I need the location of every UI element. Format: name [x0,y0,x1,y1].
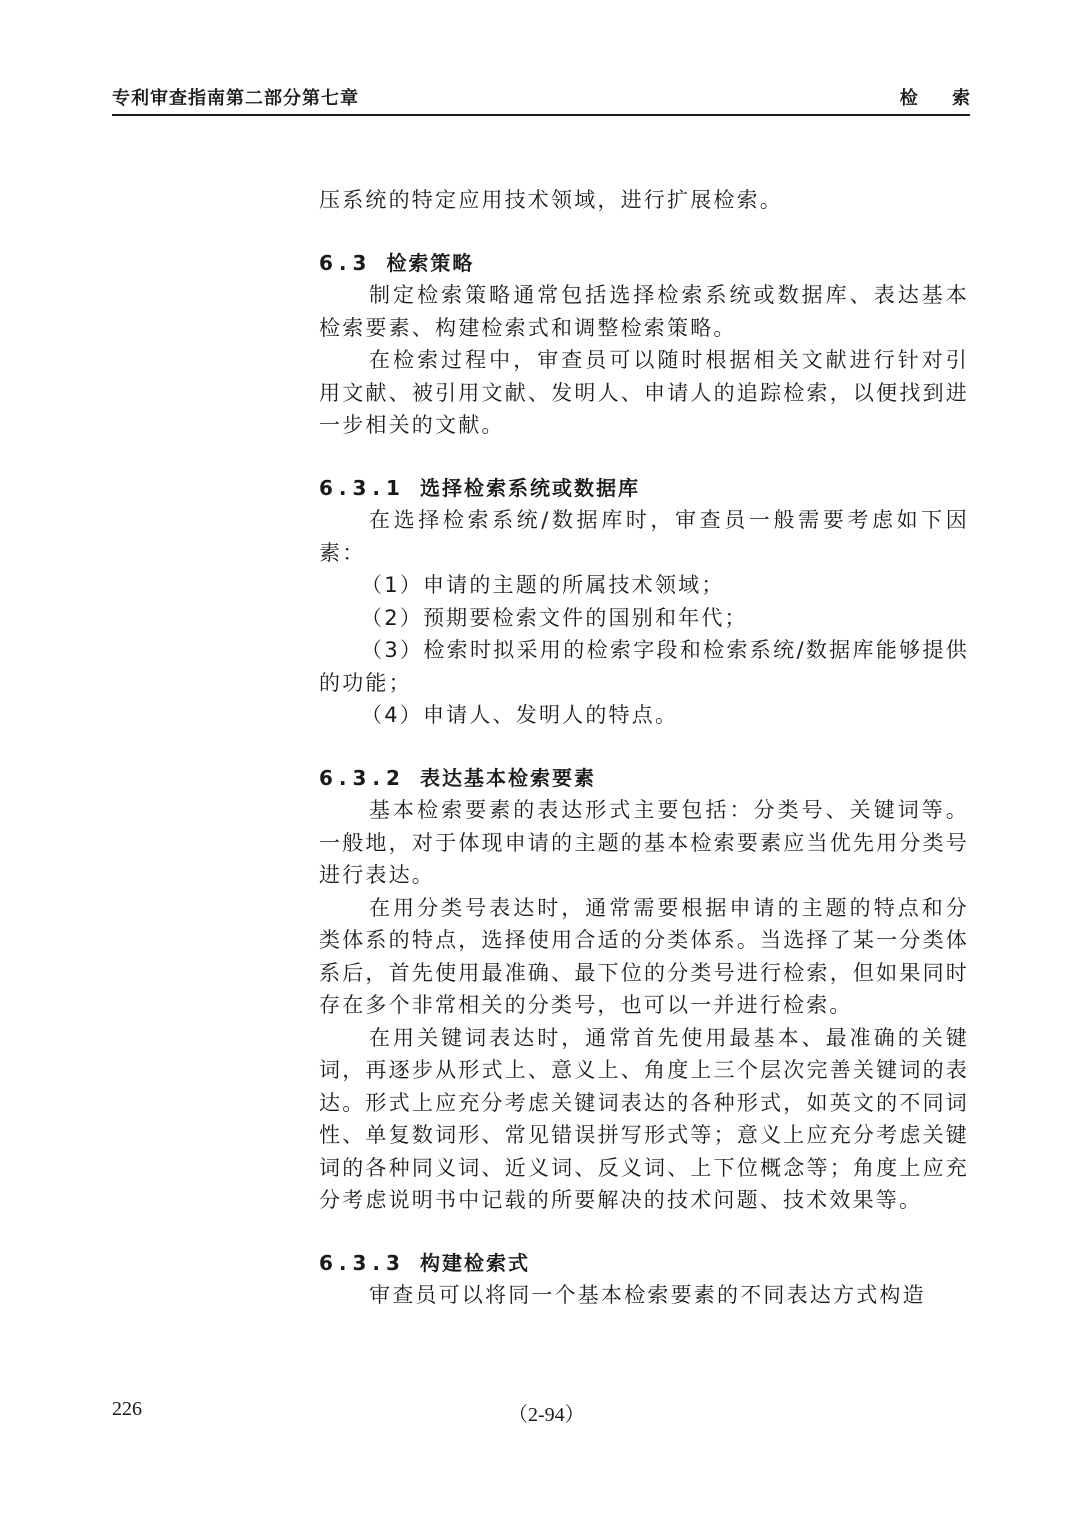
page-body [319,184,969,1312]
section-number: 6.3.1 [319,475,406,500]
section-number: 6.3 [319,250,373,275]
paragraph: 在用关键词表达时，通常首先使用最基本、最准确的关键词，再逐步从形式上、意义上、角度上三个层次完善关键词的表达。形式上应充分考虑关键词表达的各种形式，如英文的不同词性、单复数词形、常见错误拼写形式等；意义上应充分考虑关键词的各种同义词、近义词、反义词、上下位概念等；角度上应充分考虑说明书中记载的所要解决的技术问题、技术效果等。 [319,1025,969,1212]
list-item: （1）申请的主题的所属技术领域； [361,573,725,597]
running-header [112,88,984,116]
section-title: 选择检索系统或数据库 [419,475,640,500]
list-item: （2）预期要检索文件的国别和年代； [361,605,748,630]
section-number: 6.3.3 [319,1250,406,1275]
header-section-title: 检 索 [899,88,984,109]
paragraph: 在用分类号表达时，通常需要根据申请的主题的特点和分类体系的特点，选择使用合适的分类体系。当选择了某一分类体系后，首先使用最准确、最下位的分类号进行检索，但如果同时存在多个非常相关的分类号，也可以一并进行检索。 [319,895,969,1017]
paragraph: 审查员可以将同一个基本检索要素的不同表达方式构造 [369,1283,926,1307]
section-heading-6-3-2 [319,762,969,795]
paragraph: 在检索过程中，审查员可以随时根据相关文献进行针对引用文献、被引用文献、发明人、申请人的追踪检索，以便找到进一步相关的文献。 [319,348,969,437]
section-heading-6-3 [319,247,969,280]
section-heading-6-3-3 [319,1247,969,1280]
section-number: 6.3.2 [319,765,406,790]
section-page-number: （2-94） [508,1404,585,1426]
paragraph: 制定检索策略通常包括选择检索系统或数据库、表达基本检索要素、构建检索式和调整检索策略。 [319,283,969,340]
list-item: （4）申请人、发明人的特点。 [361,703,679,727]
header-chapter-title: 专利审查指南第二部分第七章 [112,88,359,109]
paragraph-continuation: 压系统的特定应用技术领域，进行扩展检索。 [319,188,783,212]
section-title: 表达基本检索要素 [419,765,596,790]
section-heading-6-3-1 [319,472,969,505]
list-item: （3）检索时拟采用的检索字段和检索系统/数据库能够提供的功能； [319,638,969,695]
page-number: 226 [112,1398,142,1420]
paragraph: 基本检索要素的表达形式主要包括：分类号、关键词等。一般地，对于体现申请的主题的基本检索要素应当优先用分类号进行表达。 [319,798,969,887]
section-title: 检索策略 [386,250,475,275]
section-title: 构建检索式 [419,1250,530,1275]
paragraph: 在选择检索系统/数据库时，审查员一般需要考虑如下因素： [319,508,969,565]
